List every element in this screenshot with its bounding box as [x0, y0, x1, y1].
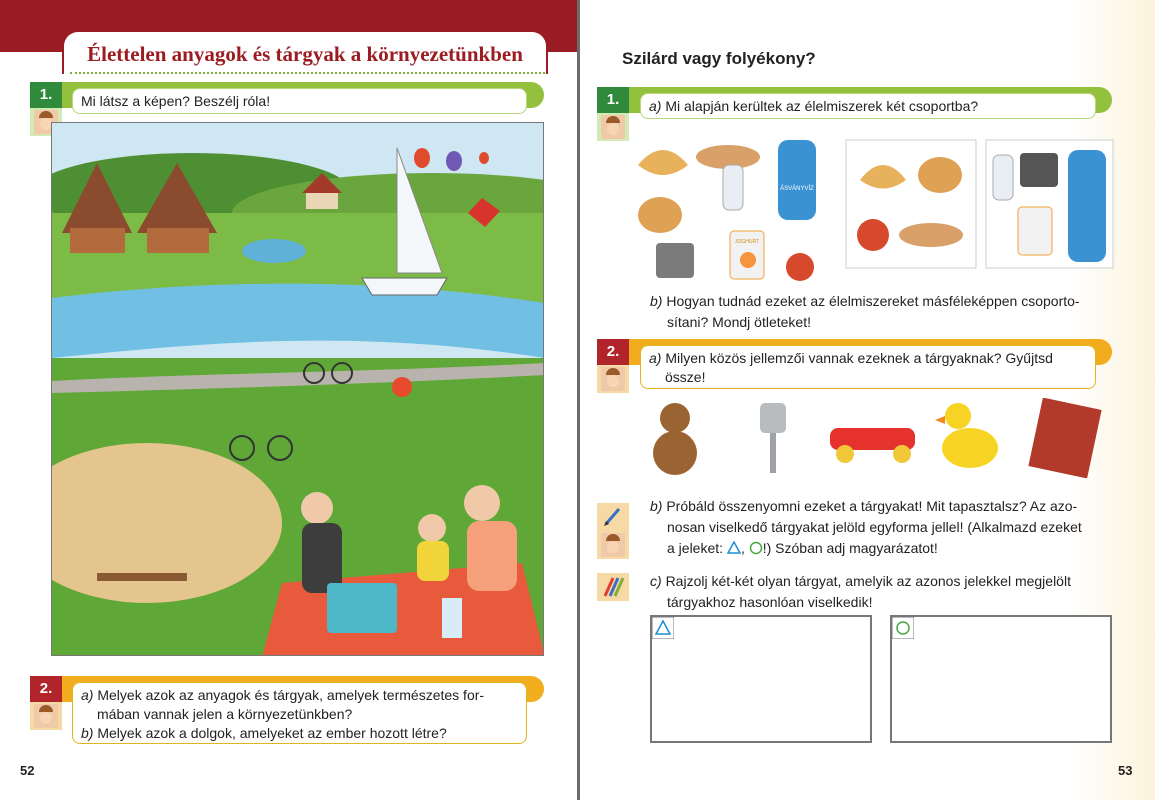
right-task2-c-line2: tárgyakhoz hasonlóan viselkedik! [667, 594, 873, 610]
boy-avatar-icon [601, 533, 625, 557]
circle-icon [749, 541, 763, 555]
chapter-title: Élettelen anyagok és tárgyak a környezetünkben [87, 42, 523, 66]
teddy-bear [653, 403, 697, 475]
food-groups-illustration [628, 135, 1118, 285]
right-task1-a-text: Mi alapján kerültek az élelmiszerek két csoportba? [665, 98, 979, 114]
right-task1-b-text: Hogyan tudnád ezeket az élelmiszereket másféleképpen csoporto- [666, 293, 1080, 309]
objects-illustration [640, 398, 1120, 478]
task1-number: 1. [30, 82, 62, 108]
right-task1-b-text2: sítani? Mondj ötleteket! [667, 314, 811, 330]
boy-avatar-icon [601, 367, 625, 391]
left-page-number: 52 [20, 763, 35, 778]
toy-car [830, 428, 915, 463]
right-task1-a-label: a) [649, 98, 662, 114]
spatula [760, 403, 786, 473]
section-title: Szilárd vagy folyékony? [622, 49, 816, 68]
rubber-duck [935, 403, 998, 468]
right-page-number: 53 [1118, 763, 1133, 778]
book [1028, 398, 1101, 478]
right-task2-b [650, 496, 1110, 559]
left-task2-question [72, 682, 527, 744]
right-task2-b-line3-post: !) Szóban adj magyarázatot! [762, 540, 938, 556]
food-group-solid [846, 140, 976, 268]
yogurt-label: JOGHURT [734, 239, 760, 245]
right-task2-b-label: b) [650, 498, 663, 514]
left-task2-number: 2. [30, 676, 62, 702]
right-task2-a-label: a) [649, 350, 662, 366]
left-task2-a-text: Melyek azok az anyagok és tárgyak, amelyek természetes for- [97, 687, 485, 703]
boy-avatar-icon [34, 704, 58, 728]
right-task1-b-label: b) [650, 293, 663, 309]
triangle-icon [727, 541, 741, 554]
title-divider [70, 72, 545, 74]
food-collage [638, 140, 816, 281]
right-task1-avatar [597, 113, 629, 141]
task2c-icon-wrap [597, 573, 629, 601]
task1-question-text: Mi látsz a képen? Beszélj róla! [81, 93, 271, 109]
drawing-box-triangle[interactable] [650, 615, 872, 743]
boy-avatar-icon [601, 115, 625, 139]
right-task2-b-line1: Próbáld összenyomni ezeket a tárgyakat! Mit tapasztalsz? Az azo- [666, 498, 1078, 514]
right-task2-b-line2: nosan viselkedő tárgyakat jelöld egyforma jellel! (Alkalmazd ezeket [667, 519, 1082, 535]
right-task2-c-label: c) [650, 573, 662, 589]
right-task2-b-line3-pre: a jeleket: [667, 540, 724, 556]
drawing-box-circle[interactable] [890, 615, 1112, 743]
pencil-icon [603, 505, 623, 527]
left-task2-a-text2: mában vannak jelen a környezetünkben? [97, 706, 353, 722]
left-task2-a-label: a) [81, 687, 94, 703]
right-task1-question [640, 93, 1096, 119]
circle-icon [892, 617, 914, 639]
task1-question [72, 88, 527, 114]
bottle-label: ÁSVÁNYVÍZ [780, 186, 814, 192]
right-task2-a-text2: össze! [665, 369, 706, 385]
crayons-icon [602, 576, 624, 598]
park-scene-svg [52, 123, 544, 656]
right-task2-avatar [597, 365, 629, 393]
right-task2-c-line1: Rajzolj két-két olyan tárgyat, amelyik az azonos jelekkel megjelölt [665, 573, 1071, 589]
task2b-icons [597, 503, 629, 559]
right-task2-a-text: Milyen közös jellemzői vannak ezeknek a tárgyaknak? Gyűjtsd [665, 350, 1053, 366]
park-scene-illustration [51, 122, 544, 656]
left-task2-avatar [30, 702, 62, 730]
right-task2-question [640, 345, 1096, 389]
right-page [580, 0, 1155, 800]
right-task1-b [650, 291, 1110, 333]
triangle-icon [652, 617, 674, 639]
food-group-liquid [986, 140, 1113, 268]
right-task2-b-sep: , [740, 540, 745, 556]
right-task1-number: 1. [597, 87, 629, 113]
left-task2-b-label: b) [81, 725, 94, 741]
left-task2-b-text: Melyek azok a dolgok, amelyeket az ember hozott létre? [97, 725, 447, 741]
right-task2-c [650, 571, 1110, 613]
right-task2-number: 2. [597, 339, 629, 365]
